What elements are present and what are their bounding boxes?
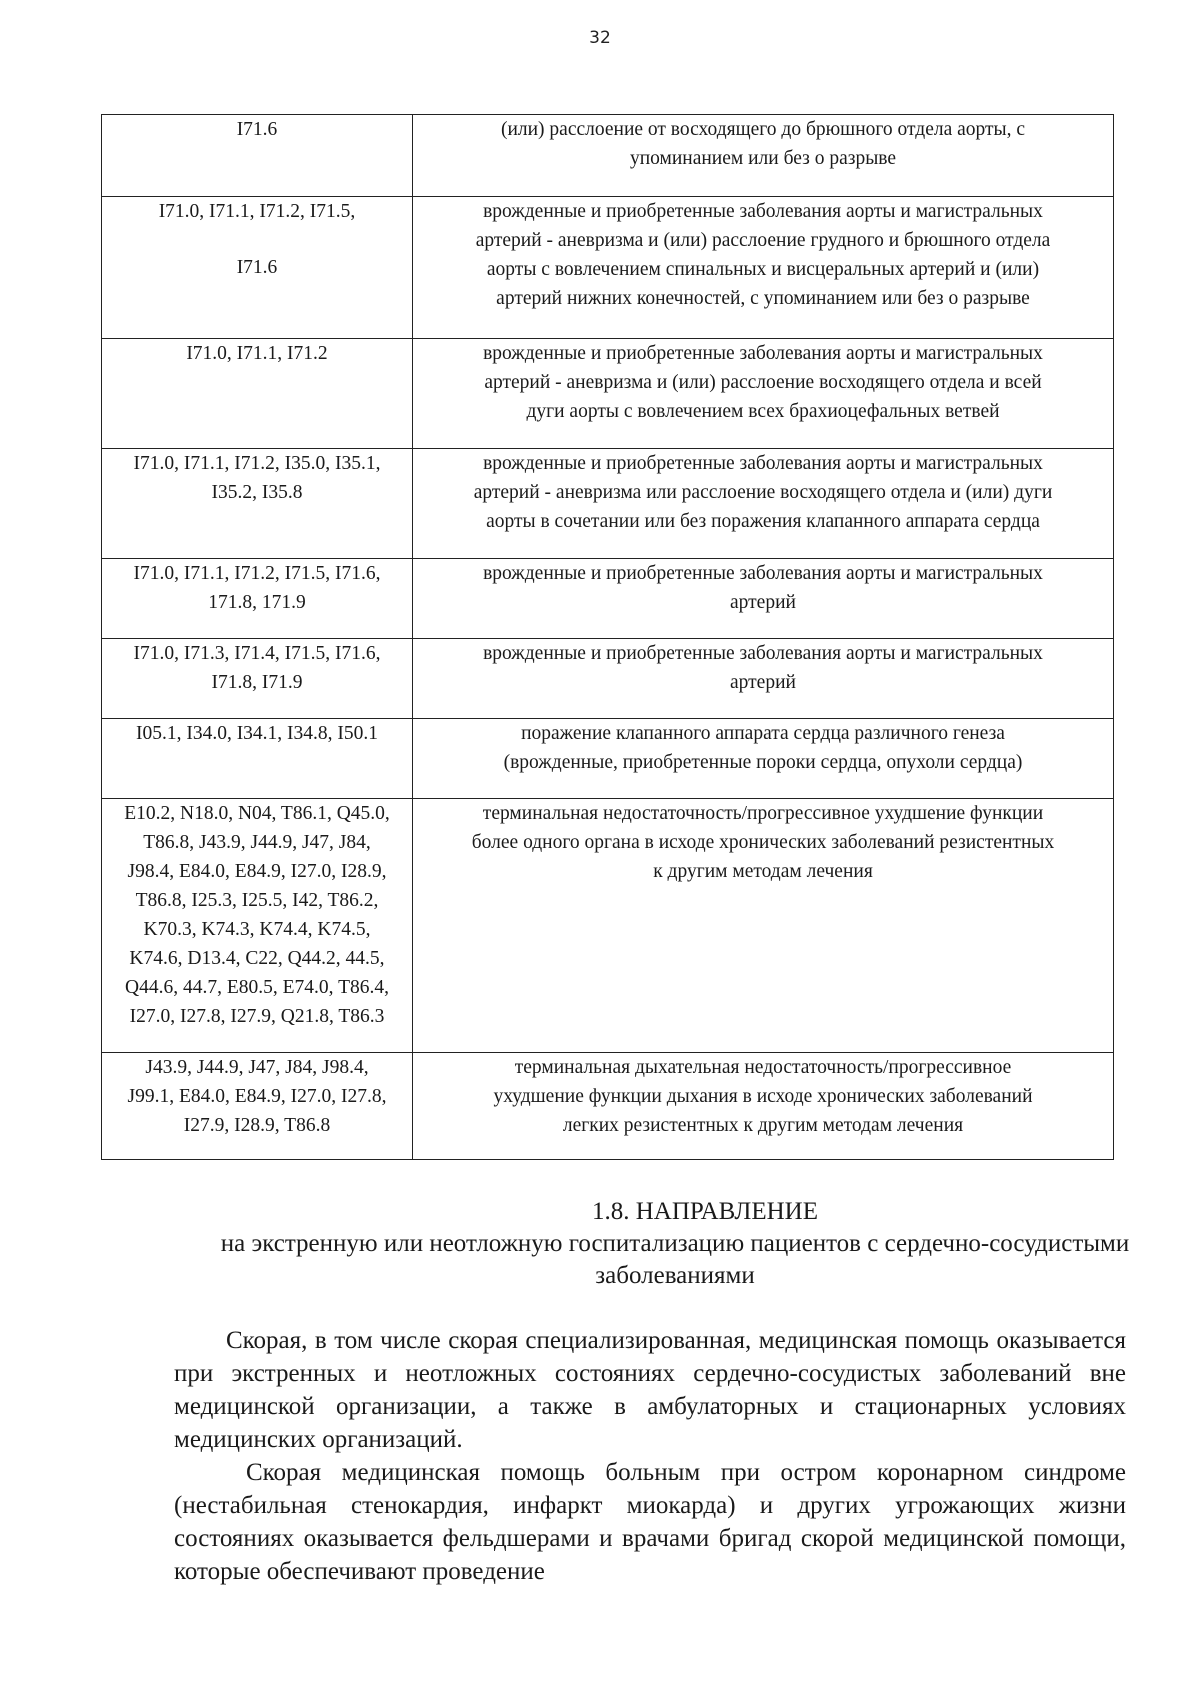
icd-code-line: I71.8, I71.9	[211, 672, 303, 693]
page-number: 32	[589, 28, 611, 48]
icd-code-line: K70.3, K74.3, K74.4, K74.5,	[143, 919, 371, 940]
paragraph: Скорая, в том числе скорая специализированная, медицинская помощь оказывается при экстренных и неотложных состояниях сердечно-сосудистых заболеваний вне медицинской организации, а также в амбулаторных и стационарных условиях медицинских организаций.	[174, 1327, 1126, 1453]
icd-codes-cell	[102, 197, 413, 339]
table-row	[102, 799, 1114, 1053]
table-row	[102, 639, 1114, 719]
icd-code-line: I05.1, I34.0, I34.1, I34.8, I50.1	[135, 723, 379, 744]
body-text	[174, 1324, 1126, 1588]
icd-code-line: T86.8, I25.3, I25.5, I42, T86.2,	[135, 890, 379, 911]
icd-code-line: T86.8, J43.9, J44.9, J47, J84,	[143, 832, 371, 853]
description-line: врожденные и приобретенные заболевания аорты и магистральных	[483, 563, 1043, 584]
icd-codes-cell	[102, 115, 413, 197]
description-cell	[413, 719, 1114, 799]
diagnosis-codes-table	[101, 114, 1114, 1160]
icd-code-line: J98.4, E84.0, E84.9, I27.0, I28.9,	[127, 861, 387, 882]
icd-code-line: I71.0, I71.1, I71.2, I71.5, I71.6,	[133, 563, 381, 584]
description-line: к другим методам лечения	[653, 861, 873, 882]
icd-codes-cell	[102, 559, 413, 639]
description-line: врожденные и приобретенные заболевания аорты и магистральных	[483, 453, 1043, 474]
description-line: врожденные и приобретенные заболевания аорты и магистральных	[483, 201, 1043, 222]
description-line: (или) расслоение от восходящего до брюшного отдела аорты, с	[500, 119, 1026, 140]
description-cell	[413, 197, 1114, 339]
description-cell	[413, 449, 1114, 559]
icd-codes-cell	[102, 449, 413, 559]
description-cell	[413, 639, 1114, 719]
table-row	[102, 719, 1114, 799]
icd-codes-cell	[102, 639, 413, 719]
icd-code-line: I71.0, I71.1, I71.2	[186, 343, 328, 364]
icd-codes-cell	[102, 339, 413, 449]
description-line: аорты в сочетании или без поражения клапанного аппарата сердца	[486, 511, 1040, 532]
description-line: ухудшение функции дыхания в исходе хронических заболеваний	[493, 1086, 1033, 1107]
table-row	[102, 197, 1114, 339]
icd-code-line: K74.6, D13.4, C22, Q44.2, 44.5,	[129, 948, 385, 969]
description-line: терминальная дыхательная недостаточность/прогрессивное	[514, 1057, 1012, 1078]
icd-code-line: Q44.6, 44.7, E80.5, E74.0, T86.4,	[125, 977, 389, 998]
icd-code-line: J43.9, J44.9, J47, J84, J98.4,	[145, 1057, 369, 1078]
description-cell	[413, 339, 1114, 449]
description-line: артерий нижних конечностей, с упоминанием или без о разрыве	[496, 288, 1030, 309]
table-row	[102, 559, 1114, 639]
icd-code-line: E10.2, N18.0, N04, T86.1, Q45.0,	[124, 803, 390, 824]
icd-code-line: I27.0, I27.8, I27.9, Q21.8, T86.3	[129, 1006, 385, 1027]
description-cell	[413, 799, 1114, 1053]
description-cell	[413, 115, 1114, 197]
icd-code-line: I35.2, I35.8	[211, 482, 303, 503]
description-line: дуги аорты с вовлечением всех брахиоцефальных ветвей	[526, 401, 1000, 422]
icd-code-line: I71.0, I71.1, I71.2, I35.0, I35.1,	[133, 453, 381, 474]
icd-code-line: I71.6	[236, 257, 278, 278]
icd-code-line: I71.0, I71.3, I71.4, I71.5, I71.6,	[133, 643, 381, 664]
description-line: аорты с вовлечением спинальных и висцеральных артерий и (или)	[486, 259, 1040, 280]
table-row	[102, 115, 1114, 197]
description-cell	[413, 559, 1114, 639]
description-line: легких резистентных к другим методам лечения	[562, 1115, 964, 1136]
description-line: (врожденные, приобретенные пороки сердца, опухоли сердца)	[503, 752, 1023, 773]
description-line: врожденные и приобретенные заболевания аорты и магистральных	[483, 343, 1043, 364]
description-line: артерий - аневризма или расслоение восходящего отдела и (или) дуги	[473, 482, 1053, 503]
icd-codes-cell	[102, 799, 413, 1053]
paragraph: Скорая медицинская помощь больным при остром коронарном синдроме (нестабильная стенокардия, инфаркт миокарда) и других угрожающих жизни состояниях оказывается фельдшерами и врачами бригад скорой медицинской помощи, которые обеспечивают проведение	[174, 1459, 1126, 1585]
table-row	[102, 449, 1114, 559]
table-row	[102, 339, 1114, 449]
description-line: терминальная недостаточность/прогрессивное ухудшение функции	[482, 803, 1044, 824]
description-line: артерий - аневризма и (или) расслоение восходящего отдела и всей	[484, 372, 1042, 393]
icd-codes-cell	[102, 1053, 413, 1160]
icd-code-line: I27.9, I28.9, T86.8	[183, 1115, 331, 1136]
description-line: более одного органа в исходе хронических заболеваний резистентных	[471, 832, 1055, 853]
description-line: артерий - аневризма и (или) расслоение грудного и брюшного отдела	[475, 230, 1051, 251]
icd-code-line: J99.1, E84.0, E84.9, I27.0, I27.8,	[127, 1086, 387, 1107]
icd-code-line	[104, 226, 410, 253]
icd-code-line: 171.8, 171.9	[208, 592, 306, 613]
table-row	[102, 1053, 1114, 1160]
description-line: артерий	[730, 592, 796, 613]
description-cell	[413, 1053, 1114, 1160]
description-line: артерий	[730, 672, 796, 693]
section-title: 1.8. НАПРАВЛЕНИЕ	[591, 1198, 818, 1225]
section-subtitle: на экстренную или неотложную госпитализацию пациентов с сердечно-сосудистыми заболеваниями	[220, 1230, 1130, 1289]
description-line: упоминанием или без о разрыве	[629, 148, 897, 169]
description-line: поражение клапанного аппарата сердца различного генеза	[521, 723, 1005, 744]
table-body	[102, 115, 1114, 1160]
icd-codes-cell	[102, 719, 413, 799]
section-heading	[160, 1196, 1160, 1292]
icd-code-line: I71.0, I71.1, I71.2, I71.5,	[158, 201, 356, 222]
icd-code-line: I71.6	[236, 119, 278, 140]
description-line: врожденные и приобретенные заболевания аорты и магистральных	[483, 643, 1043, 664]
